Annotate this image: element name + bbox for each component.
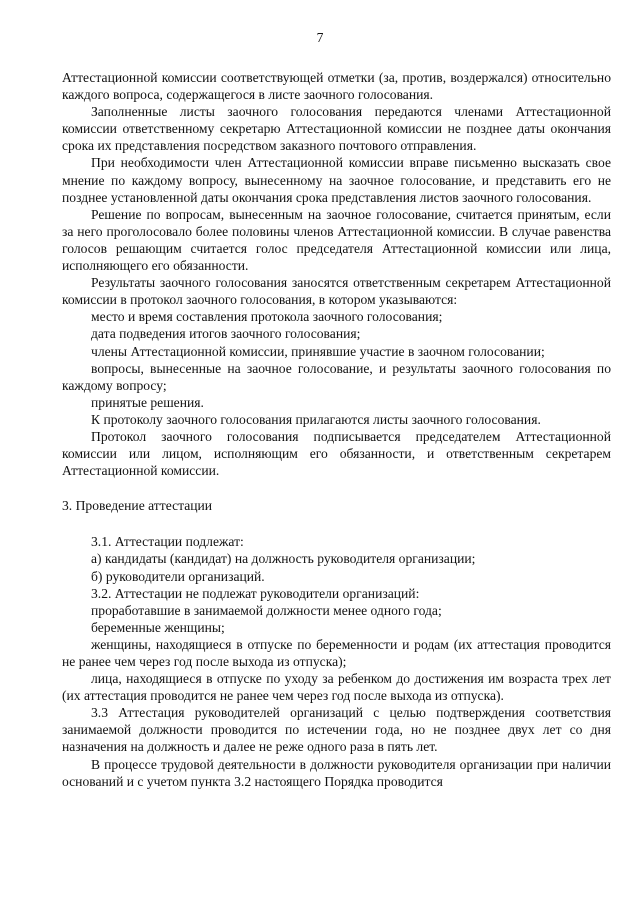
paragraph: Решение по вопросам, вынесенным на заочное голосование, считается принятым, если за него проголосовало более половины членов Аттестационной комиссии. В случае равенства голосов решающим считается голос председателя Аттестационной комиссии или лица, исполняющего его обязанности. [62, 206, 611, 274]
paragraph: место и время составления протокола заочного голосования; [91, 309, 443, 325]
paragraph: При необходимости член Аттестационной комиссии вправе письменно высказать свое мнение по каждому вопросу, вынесенному на заочное голосование, и представить его не позднее установленной даты окончания срока представления листов заочного голосования. [62, 155, 611, 205]
paragraph: 3.1. Аттестации подлежат: [91, 534, 244, 550]
section-voting-text [62, 69, 611, 479]
paragraph: К протоколу заочного голосования прилагаются листы заочного голосования. [91, 411, 541, 427]
paragraph: вопросы, вынесенные на заочное голосование, и результаты заочного голосования по каждому вопросу; [62, 360, 611, 393]
paragraph: б) руководители организаций. [91, 568, 265, 584]
page-number: 7 [316, 30, 324, 45]
paragraph: а) кандидаты (кандидат) на должность руководителя организации; [91, 551, 476, 567]
paragraph: Аттестационной комиссии соответствующей отметки (за, против, воздержался) относительно каждого вопроса, содержащегося в листе заочного голосования. [62, 70, 611, 103]
paragraph: члены Аттестационной комиссии, принявшие участие в заочном голосовании; [91, 343, 545, 359]
paragraph: 3.3 Аттестация руководителей организаций с целью подтверждения соответствия занимаемой должности проводится по истечении года, но не позднее двух лет со дня назначения на должность и далее не реже одного раза в пять лет. [62, 705, 611, 755]
section-attestation-text [62, 533, 611, 789]
paragraph: В процессе трудовой деятельности в должности руководителя организации при наличии оснований и с учетом пункта 3.2 настоящего Порядка проводится [62, 756, 611, 789]
paragraph: беременные женщины; [91, 619, 225, 635]
paragraph: лица, находящиеся в отпуске по уходу за ребенком до достижения им возраста трех лет (их аттестация проводится не ранее чем через год после выхода из отпуска). [62, 671, 611, 704]
paragraph: Результаты заочного голосования заносятся ответственным секретарем Аттестационной комиссии в протокол заочного голосования, в котором указываются: [62, 275, 611, 308]
section-heading: 3. Проведение аттестации [62, 498, 213, 514]
paragraph: женщины, находящиеся в отпуске по беременности и родам (их аттестация проводится не ранее чем через год после выхода из отпуска); [62, 636, 611, 669]
paragraph: проработавшие в занимаемой должности менее одного года; [91, 602, 442, 618]
paragraph: Протокол заочного голосования подписывается председателем Аттестационной комиссии или лицом, исполняющим его обязанности, и ответственным секретарем Аттестационной комиссии. [62, 428, 611, 479]
paragraph: Заполненные листы заочного голосования передаются членами Аттестационной комиссии ответственному секретарю Аттестационной комиссии не позднее даты окончания срока их представления посредством заказного почтового отправления. [62, 104, 611, 154]
paragraph: 3.2. Аттестации не подлежат руководители организаций: [91, 585, 420, 601]
paragraph: дата подведения итогов заочного голосования; [91, 326, 361, 342]
document-body [62, 69, 611, 790]
paragraph: принятые решения. [91, 394, 204, 410]
